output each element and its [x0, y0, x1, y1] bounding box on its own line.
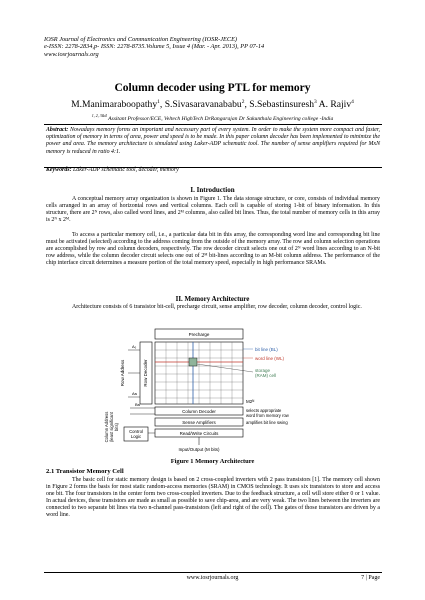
column-address-label-1: Column Address [104, 411, 109, 443]
storage-label-2: (RAM) cell [255, 373, 276, 378]
journal-header [44, 36, 384, 58]
author-3: , S.Sebastinsuresh [244, 99, 315, 111]
journal-issn: e-ISSN: 2278-2834,p- ISSN: 2278-8735.Volume 5, Issue 4 (Mar. - Apr. 2013), PP 07-14 [44, 43, 265, 51]
row-address-label: Row Address [120, 359, 125, 387]
abstract-label: Abstract: [46, 127, 69, 133]
column-note-1: selects appropriate [246, 408, 282, 413]
paper-title: Column decoder using PTL for memory [114, 82, 311, 94]
io-label: Input/Output (M bits) [178, 447, 220, 452]
keywords-text: Laker-ADP schematic tool, decoder, memory [71, 167, 179, 173]
column-decoder-label: Column Decoder [182, 409, 216, 414]
figure-caption: Figure 1 Memory Architecture [170, 458, 255, 465]
sense-note: amplifies bit line swing [246, 420, 288, 425]
an-label: Aɴ [132, 391, 137, 396]
storage-label-1: storage [255, 368, 271, 373]
row-decoder-label: Row Decoder [143, 359, 148, 387]
abstract [46, 127, 380, 156]
author-2-sup: 2 [241, 99, 245, 105]
abstract-text: Nowadays memory forms an important and necessary part of every system. In order to make the system more compact and faster, optimization of memory in terms of area, power and speed is to be made. In this paper column decoder has been implemented to minimize the power and area. The memory architecture is simulated using Laker-ADP schematic tool. The number of sense amplifiers required for MxN memory is reduced in ratio 4:1. [46, 127, 380, 155]
section-2-paragraph-1: Architecture consists of 6 transistor bit-cell, precharge circuit, sense amplifier, row decoder, column decoder, control logic. [72, 304, 362, 310]
author-1: M.Manimaraboopathy [71, 99, 158, 111]
storage-cell [189, 358, 197, 366]
sense-amplifier-label: Sense Amplifiers [182, 420, 216, 425]
author-2: , S.Sivasaravanababu [159, 99, 242, 111]
keywords-label: Keywords: [46, 167, 72, 173]
subsection-2-1-paragraph-1: The basic cell for static memory design is based on 2 cross-coupled inverters with 2 pass transistors [1]. The memory cell shown in Figure 2 forms the basis for most static random-access memories (SRAM) in CMOS technology. It uses six transistors to store and access one bit. The four transistors in the center form two cross-coupled inverters. Due to the feedback structure, a cell will store either 0 or 1 value. In actual devices, these transistors are made as small as possible to save chip-area, and are very weak. The two lines between the inverters are connected to two separate bit lines via two n-channel pass-transistors (left and right of the cell). The gates of those transistors are driven by a word line. [46, 477, 380, 519]
section-1-paragraph-1: A conceptual memory array organization is shown in Figure 1. The data storage structure, or core, consists of individual memory cells arranged in an array of horizontal rows and vertical columns. Each cell is capable of storing 1-bit of binary information. In this structure, there are 2ᴺ rows, also called word lines, and 2ᴹ columns, also called bit lines. Thus, the total number of memory cells in this array is 2ᴺ x 2ᴹ. [46, 196, 380, 224]
section-2-heading: II. Memory Architecture [175, 295, 250, 303]
journal-url[interactable]: www.iosrjournals.org [44, 50, 99, 58]
author-list [0, 99, 425, 110]
section-1-paragraph-2: To access a particular memory cell, i.e., a particular data bit in this array, the corresponding word line and corresponding bit line must be activated (selected) according to the address coming from the outside of the memory array. The row and column selection operations are accomplished by row and column decoders, respectively. The row decoder circuit selects one out of 2ᴺ word lines according to an N-bit row address, while the column decoder circuit selects one out of 2ᴹ bit-lines according to an M-bit column address. The performance of the chip interface circuit determines a measure portion of the total memory speed, especially in high performance SRAMs. [46, 232, 380, 267]
affiliation-text: Assitant Professor/ECE, Veltech HighTech DrRangarajan Dr Sakunthala Engineering college -India [106, 115, 334, 122]
footer-url[interactable]: www.iosrjournals.org [186, 575, 239, 581]
precharge-label: Precharge [188, 332, 210, 337]
affiliation-sup: 1, 2, 3&4 [91, 113, 107, 118]
affiliation [0, 113, 425, 122]
memory-architecture-figure [100, 325, 325, 455]
author-3-sup: 3 [314, 99, 317, 105]
journal-name: IOSR Journal of Electronics and Communication Engineering (IOSR-JECE) [44, 36, 238, 43]
read-write-label: Read/Write Circuits [179, 431, 219, 436]
author-1-sup: 1 [157, 99, 160, 105]
author-4-sup: 4 [351, 99, 354, 105]
control-label-1: Control [129, 429, 143, 434]
column-note-2: word from memory row [246, 413, 289, 418]
footer-page-number: 7 | Page [361, 575, 380, 581]
author-4: A. Rajiv [316, 99, 352, 111]
bitline-label: bit line (BL) [255, 347, 278, 352]
column-address-label-2: (least significant [109, 411, 114, 443]
array-size-label: M2ᴺ [246, 399, 255, 404]
a0-label: A₀ [132, 344, 137, 349]
bn-label: Bɴ [135, 402, 140, 407]
wordline-label: word line (WL) [255, 356, 285, 361]
keywords [46, 167, 380, 173]
subsection-2-1-heading: 2.1 Transistor Memory Cell [46, 468, 124, 475]
section-1-heading: I. Introduction [190, 186, 235, 194]
column-address-label-3: bits) [114, 423, 119, 431]
control-label-2: Logic [130, 434, 142, 439]
footer-rule [44, 572, 382, 573]
